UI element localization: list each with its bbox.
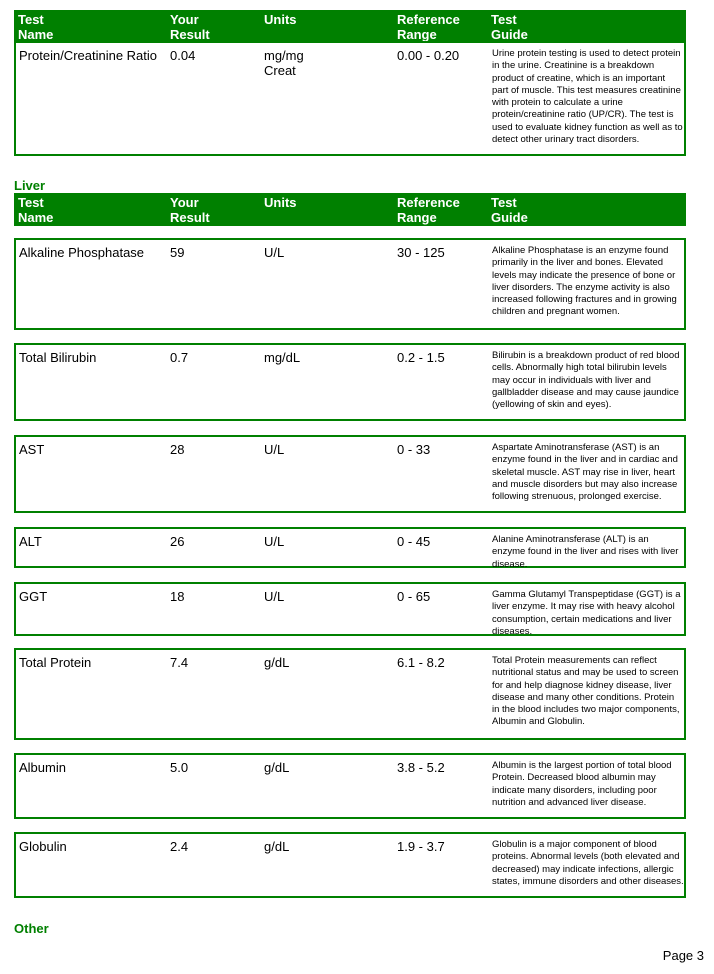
header-reference-range: Reference Range [397, 195, 460, 225]
test-units: U/L [264, 589, 285, 604]
test-guide: Urine protein testing is used to detect protein in the urine. Creatinine is a breakdown product of creatine, which is an important part of muscle. This test measures creatinine with protein to calculate a urine protein/creatinine ratio (UP/CR). The test is used to evaluate kidney function as well as to detect other urinary tract disorders. [492, 48, 683, 146]
test-name: Alkaline Phosphatase [19, 245, 145, 260]
page-number: Page 3 [662, 948, 704, 963]
test-units: mg/dL [264, 350, 301, 365]
test-range: 0.2 - 1.5 [397, 350, 445, 365]
table-row [14, 832, 686, 898]
header-units: Units [264, 12, 297, 27]
test-range: 0 - 45 [397, 534, 431, 549]
test-name: Total Bilirubin [19, 350, 97, 365]
test-result: 2.4 [170, 839, 189, 854]
test-guide: Bilirubin is a breakdown product of red blood cells. Abnormally high total bilirubin levels may occur in individuals with liver and gallbladder disease and may cause jaundice (yellowing of skin and eyes). [492, 350, 680, 411]
header-units: Units [264, 195, 297, 210]
header-reference-range: Reference Range [397, 12, 460, 42]
test-result: 26 [170, 534, 185, 549]
header-your-result: Your Result [170, 195, 210, 225]
table-row [14, 238, 686, 330]
table-row [14, 343, 686, 421]
table-row [14, 582, 686, 636]
header-test-name: Test Name [18, 12, 54, 42]
liver-table-header [14, 193, 686, 226]
table-row [14, 753, 686, 819]
test-guide: Alkaline Phosphatase is an enzyme found primarily in the liver and bones. Elevated levels may indicate the presence of bone or liver disorders. The enzyme activity is also increased following fractures and in growing children and pregnant women. [492, 245, 677, 318]
test-guide: Aspartate Aminotransferase (AST) is an enzyme found in the liver and in cardiac and skeletal muscle. AST may rise in liver, heart and muscle disorders but may also increase following strenuous, prolonged exercise. [492, 442, 678, 503]
test-name: Total Protein [19, 655, 92, 670]
test-range: 0 - 65 [397, 589, 431, 604]
urine-table-header [14, 10, 686, 42]
test-range: 6.1 - 8.2 [397, 655, 445, 670]
test-range: 0 - 33 [397, 442, 431, 457]
test-name: AST [19, 442, 45, 457]
test-units: mg/mg Creat [264, 48, 304, 78]
table-row [14, 648, 686, 740]
test-range: 30 - 125 [397, 245, 445, 260]
test-name: ALT [19, 534, 42, 549]
header-your-result: Your Result [170, 12, 210, 42]
test-name: Albumin [19, 760, 66, 775]
test-range: 1.9 - 3.7 [397, 839, 445, 854]
test-result: 28 [170, 442, 185, 457]
table-row [14, 435, 686, 513]
header-test-guide: Test Guide [491, 195, 528, 225]
section-title-other: Other [14, 921, 49, 936]
test-name: GGT [19, 589, 48, 604]
test-name: Protein/Creatinine Ratio [19, 48, 158, 63]
test-name: Globulin [19, 839, 67, 854]
test-units: U/L [264, 534, 285, 549]
test-guide: Globulin is a major component of blood proteins. Abnormal levels (both elevated and decreased) may indicate infections, allergic states, immune disorders and other diseases. [492, 839, 684, 887]
test-result: 18 [170, 589, 185, 604]
header-test-guide: Test Guide [491, 12, 528, 42]
test-result: 5.0 [170, 760, 189, 775]
test-guide: Gamma Glutamyl Transpeptidase (GGT) is a liver enzyme. It may rise with heavy alcohol consumption, certain medications and liver diseases. [492, 589, 681, 637]
test-result: 0.7 [170, 350, 189, 365]
test-guide: Albumin is the largest portion of total blood Protein. Decreased blood albumin may indicate many disorders, including poor nutrition and advanced liver disease. [492, 760, 672, 808]
test-units: U/L [264, 245, 285, 260]
test-range: 0.00 - 0.20 [397, 48, 460, 63]
test-units: g/dL [264, 839, 290, 854]
table-row [14, 527, 686, 568]
test-guide: Alanine Aminotransferase (ALT) is an enzyme found in the liver and rises with liver disease. [492, 534, 679, 570]
test-units: U/L [264, 442, 285, 457]
section-title-liver: Liver [14, 178, 46, 193]
test-result: 0.04 [170, 48, 196, 63]
test-guide: Total Protein measurements can reflect nutritional status and may be used to screen for and help diagnose kidney disease, liver disease and many other conditions. Protein in the blood includes two major components, Albumin and Globulin. [492, 655, 680, 728]
test-result: 59 [170, 245, 185, 260]
test-range: 3.8 - 5.2 [397, 760, 445, 775]
test-units: g/dL [264, 655, 290, 670]
table-row [14, 41, 686, 156]
test-units: g/dL [264, 760, 290, 775]
test-result: 7.4 [170, 655, 189, 670]
header-test-name: Test Name [18, 195, 54, 225]
